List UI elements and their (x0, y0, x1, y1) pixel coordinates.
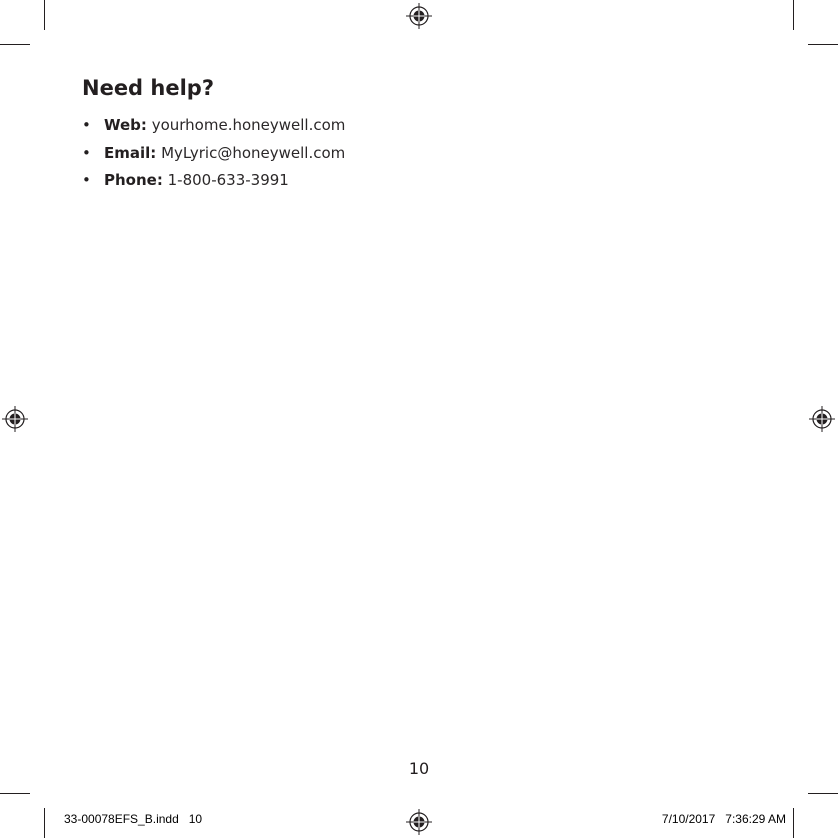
crop-mark-top-left-vertical (44, 0, 45, 30)
crop-mark-bottom-right-horizontal (808, 793, 838, 794)
crop-mark-top-left-horizontal (0, 44, 30, 45)
registration-target-icon (809, 406, 835, 432)
crop-mark-bottom-right-vertical (793, 808, 794, 838)
email-link[interactable]: MyLyric@honeywell.com (161, 143, 346, 162)
contact-item-email (82, 142, 345, 170)
contact-list (82, 114, 345, 197)
slug-timestamp: 7/10/2017 7:36:29 AM (661, 812, 786, 826)
crop-mark-top-right-vertical (793, 0, 794, 30)
page-number: 10 (408, 759, 430, 778)
registration-target-icon (406, 809, 432, 835)
web-link[interactable]: yourhome.honeywell.com (151, 116, 346, 134)
contact-item-web (82, 114, 345, 142)
section-title: Need help? (82, 76, 215, 100)
registration-target-icon (2, 406, 28, 432)
phone-number[interactable]: 1-800-633-3991 (167, 171, 289, 189)
contact-label: Email: (104, 143, 157, 162)
bullet-icon: • (82, 116, 91, 134)
registration-target-icon (406, 3, 432, 29)
crop-mark-bottom-left-vertical (44, 808, 45, 838)
contact-label: Web: (104, 116, 147, 134)
contact-label: Phone: (104, 171, 163, 189)
contact-item-phone (82, 169, 345, 197)
crop-mark-top-right-horizontal (808, 44, 838, 45)
bullet-icon: • (82, 171, 91, 189)
slug-file-info: 33-00078EFS_B.indd 10 (64, 812, 203, 826)
crop-mark-bottom-left-horizontal (0, 793, 30, 794)
bullet-icon: • (82, 143, 91, 162)
